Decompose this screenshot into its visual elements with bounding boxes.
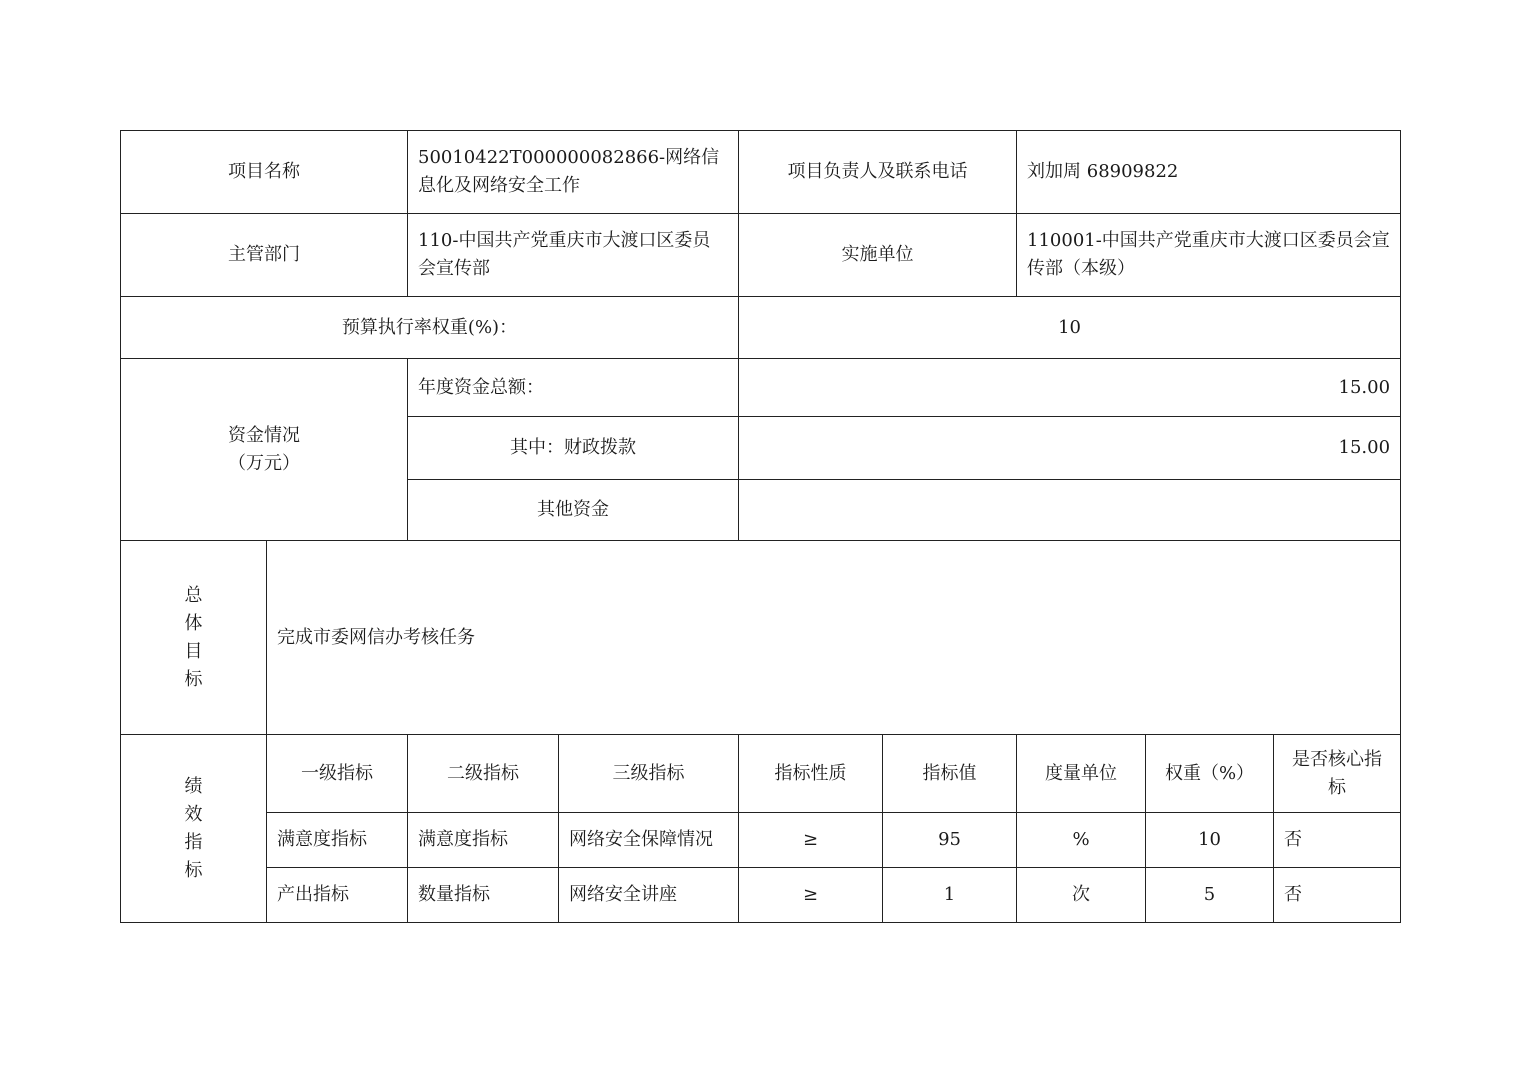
header-level3: 三级指标 — [559, 735, 739, 813]
project-name-label: 项目名称 — [121, 131, 408, 214]
header-level1: 一级指标 — [267, 735, 408, 813]
header-unit: 度量单位 — [1017, 735, 1146, 813]
project-name-row — [121, 131, 1401, 214]
indicator-level2: 满意度指标 — [408, 813, 559, 868]
table-row — [121, 813, 1401, 868]
funds-total-value: 15.00 — [739, 359, 1401, 417]
funds-total-row — [121, 359, 1401, 417]
indicator-core: 否 — [1274, 868, 1401, 923]
budget-weight-label: 预算执行率权重(%)： — [121, 297, 739, 359]
funds-label-line2: （万元） — [228, 452, 300, 474]
department-row — [121, 214, 1401, 297]
indicator-nature: ≥ — [739, 813, 883, 868]
indicator-level1: 产出指标 — [267, 868, 408, 923]
indicator-core: 否 — [1274, 813, 1401, 868]
overall-goal-row — [121, 541, 1401, 735]
header-value: 指标值 — [883, 735, 1017, 813]
performance-label-char: 效 — [184, 803, 203, 825]
header-level2: 二级指标 — [408, 735, 559, 813]
funds-other-label: 其他资金 — [408, 480, 739, 541]
funds-other-value — [739, 480, 1401, 541]
indicator-nature: ≥ — [739, 868, 883, 923]
department-value: 110-中国共产党重庆市大渡口区委员会宣传部 — [408, 214, 739, 297]
funds-fiscal-value: 15.00 — [739, 417, 1401, 480]
goal-label-char: 体 — [184, 612, 203, 634]
overall-goal-text: 完成市委网信办考核任务 — [267, 541, 1401, 735]
project-name-value: 50010422T000000082866-网络信息化及网络安全工作 — [408, 131, 739, 214]
indicator-level3: 网络安全讲座 — [559, 868, 739, 923]
goal-label-char: 标 — [184, 668, 203, 690]
implementing-unit-value: 110001-中国共产党重庆市大渡口区委员会宣传部（本级） — [1017, 214, 1401, 297]
funds-label-line1: 资金情况 — [228, 424, 300, 446]
project-leader-value: 刘加周 68909822 — [1017, 131, 1401, 214]
performance-label-char: 绩 — [184, 775, 203, 797]
header-weight: 权重（%） — [1146, 735, 1274, 813]
funds-fiscal-label: 其中：财政拨款 — [408, 417, 739, 480]
performance-target-table — [120, 130, 1401, 923]
project-leader-label: 项目负责人及联系电话 — [739, 131, 1017, 214]
performance-label-char: 指 — [184, 831, 203, 853]
performance-label-char: 标 — [184, 859, 203, 881]
indicator-unit: % — [1017, 813, 1146, 868]
funds-label — [121, 359, 408, 541]
header-nature: 指标性质 — [739, 735, 883, 813]
indicator-weight: 10 — [1146, 813, 1274, 868]
goal-label-char: 总 — [184, 584, 203, 606]
budget-weight-row — [121, 297, 1401, 359]
indicator-level2: 数量指标 — [408, 868, 559, 923]
table-row — [121, 868, 1401, 923]
department-label: 主管部门 — [121, 214, 408, 297]
overall-goal-label — [121, 541, 267, 735]
indicator-level3: 网络安全保障情况 — [559, 813, 739, 868]
header-core: 是否核心指标 — [1274, 735, 1401, 813]
indicator-level1: 满意度指标 — [267, 813, 408, 868]
indicator-weight: 5 — [1146, 868, 1274, 923]
indicator-value: 95 — [883, 813, 1017, 868]
indicator-unit: 次 — [1017, 868, 1146, 923]
funds-total-label: 年度资金总额： — [408, 359, 739, 417]
indicator-header-row — [121, 735, 1401, 813]
goal-label-char: 目 — [184, 640, 203, 662]
budget-weight-value: 10 — [739, 297, 1401, 359]
indicator-value: 1 — [883, 868, 1017, 923]
performance-label — [121, 735, 267, 923]
implementing-unit-label: 实施单位 — [739, 214, 1017, 297]
